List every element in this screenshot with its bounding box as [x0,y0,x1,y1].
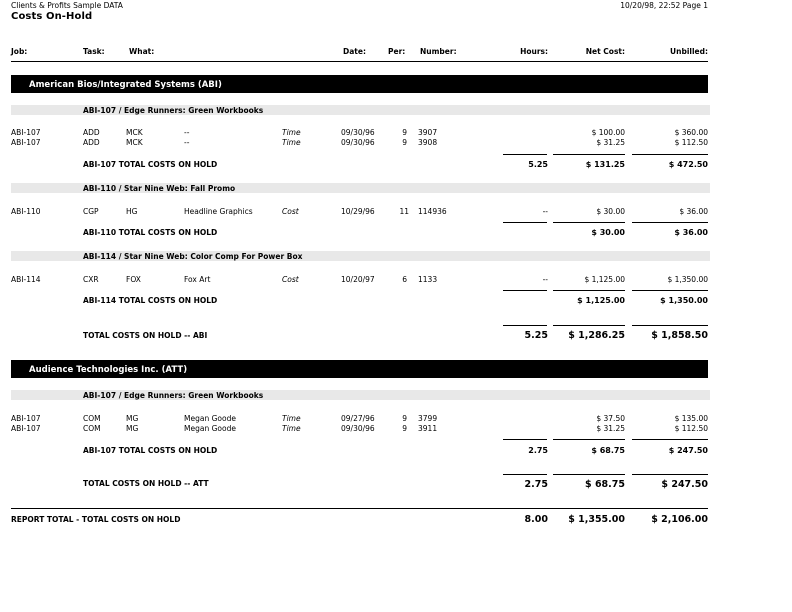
row-what: Headline Graphics [184,207,253,216]
row-unbilled: $ 112.50 [674,138,708,147]
job-total-unbilled: $ 1,350.00 [660,296,708,305]
client-total-net: $ 1,286.25 [568,330,625,341]
row-date: 09/30/96 [341,424,375,433]
client-total-rule [632,474,708,475]
report-total-label: REPORT TOTAL - TOTAL COSTS ON HOLD [11,515,181,524]
row-what: -- [184,128,190,137]
subtotal-rule [553,222,625,223]
row-date: 09/27/96 [341,414,375,423]
client-bar-abi [11,75,708,93]
row-who: HG [126,207,138,216]
job-total-net: $ 131.25 [585,160,625,169]
row-job: ABI-110 [11,207,41,216]
row-who: MCK [126,138,143,147]
report-total-unbilled: $ 2,106.00 [651,514,708,525]
row-unbilled: $ 36.00 [679,207,708,216]
row-type: Cost [282,207,299,216]
job-header-abi-110 [11,183,710,193]
row-net-cost: $ 30.00 [596,207,625,216]
row-job: ABI-107 [11,128,41,137]
client-total-label: TOTAL COSTS ON HOLD -- ATT [83,479,209,488]
row-type: Time [282,138,301,147]
row-unbilled: $ 135.00 [674,414,708,423]
row-per: 9 [402,138,407,147]
col-date: Date: [343,47,366,56]
job-total-label: ABI-107 TOTAL COSTS ON HOLD [83,160,218,169]
client-total-net: $ 68.75 [585,479,625,490]
row-net-cost: $ 1,125.00 [584,275,625,284]
row-task: CXR [83,275,99,284]
row-per: 9 [402,424,407,433]
client-total-hours: 2.75 [524,479,548,490]
row-type: Time [282,128,301,137]
report-datetime-page: 10/20/98, 22:52 Page 1 [620,1,708,10]
col-number: Number: [420,47,457,56]
subtotal-rule [553,290,625,291]
row-date: 09/30/96 [341,138,375,147]
row-who: MCK [126,128,143,137]
subtotal-rule [503,439,547,440]
job-header-label: ABI-107 / Edge Runners: Green Workbooks [83,391,264,400]
subtotal-rule [632,439,708,440]
company-name: Clients & Profits Sample DATA [11,1,123,10]
row-date: 10/20/97 [341,275,375,284]
row-date: 10/29/96 [341,207,375,216]
row-job: ABI-107 [11,414,41,423]
client-total-label: TOTAL COSTS ON HOLD -- ABI [83,331,208,340]
job-header-label: ABI-110 / Star Nine Web: Fall Promo [83,184,236,193]
row-what: Megan Goode [184,424,236,433]
row-number: 3907 [418,128,438,137]
job-total-label: ABI-107 TOTAL COSTS ON HOLD [83,446,218,455]
job-header-abi-107-att [11,390,710,400]
job-total-net: $ 30.00 [591,228,625,237]
col-net-cost: Net Cost: [585,47,625,56]
job-header-label: ABI-107 / Edge Runners: Green Workbooks [83,106,264,115]
row-who: MG [126,414,139,423]
col-per: Per: [388,47,406,56]
client-total-unbilled: $ 1,858.50 [651,330,708,341]
client-bar-att [11,360,708,378]
job-total-label: ABI-110 TOTAL COSTS ON HOLD [83,228,218,237]
subtotal-rule [553,439,625,440]
client-total-rule [632,325,708,326]
client-total-rule [553,325,625,326]
row-what: -- [184,138,190,147]
client-total-rule [503,325,547,326]
job-header-abi-107 [11,105,710,115]
row-number: 3908 [418,138,438,147]
row-hours: -- [542,207,548,216]
row-job: ABI-114 [11,275,41,284]
row-unbilled: $ 1,350.00 [667,275,708,284]
row-unbilled: $ 360.00 [674,128,708,137]
row-unbilled: $ 112.50 [674,424,708,433]
col-unbilled: Unbilled: [670,47,708,56]
row-per: 9 [402,128,407,137]
job-total-label: ABI-114 TOTAL COSTS ON HOLD [83,296,218,305]
col-what: What: [129,47,155,56]
client-name: Audience Technologies Inc. (ATT) [29,365,188,375]
client-total-hours: 5.25 [524,330,548,341]
row-type: Time [282,424,301,433]
row-type: Cost [282,275,299,284]
client-total-rule [503,474,547,475]
subtotal-rule [503,222,547,223]
job-total-net: $ 68.75 [591,446,625,455]
row-task: COM [83,414,101,423]
row-date: 09/30/96 [341,128,375,137]
report-total-rule [11,508,708,509]
row-number: 114936 [418,207,447,216]
job-total-unbilled: $ 36.00 [674,228,708,237]
row-number: 3799 [418,414,438,423]
subtotal-rule [503,290,547,291]
row-net-cost: $ 31.25 [596,424,625,433]
row-net-cost: $ 100.00 [591,128,625,137]
row-number: 3911 [418,424,438,433]
job-total-net: $ 1,125.00 [577,296,625,305]
job-total-hours: 2.75 [528,446,548,455]
report-title: Costs On-Hold [11,11,93,22]
col-task: Task: [83,47,105,56]
row-number: 1133 [418,275,438,284]
row-task: CGP [83,207,99,216]
subtotal-rule [503,154,547,155]
row-task: ADD [83,128,100,137]
subtotal-rule [632,154,708,155]
row-what: Fox Art [184,275,211,284]
row-hours: -- [542,275,548,284]
row-per: 11 [399,207,409,216]
job-header-abi-114 [11,251,710,261]
row-what: Megan Goode [184,414,236,423]
header-divider [11,61,708,62]
report-total-net: $ 1,355.00 [568,514,625,525]
col-hours: Hours: [520,47,548,56]
subtotal-rule [632,222,708,223]
client-total-unbilled: $ 247.50 [661,479,708,490]
job-total-unbilled: $ 247.50 [668,446,708,455]
col-job: Job: [11,47,28,56]
row-job: ABI-107 [11,138,41,147]
client-name: American Bios/Integrated Systems (ABI) [29,80,222,90]
row-task: ADD [83,138,100,147]
row-task: COM [83,424,101,433]
row-net-cost: $ 37.50 [596,414,625,423]
subtotal-rule [632,290,708,291]
job-total-unbilled: $ 472.50 [668,160,708,169]
row-who: MG [126,424,139,433]
row-per: 9 [402,414,407,423]
job-total-hours: 5.25 [528,160,548,169]
row-type: Time [282,414,301,423]
report-total-hours: 8.00 [524,514,548,525]
client-total-rule [553,474,625,475]
row-job: ABI-107 [11,424,41,433]
row-per: 6 [402,275,407,284]
job-header-label: ABI-114 / Star Nine Web: Color Comp For Power Box [83,252,303,261]
row-who: FOX [126,275,141,284]
subtotal-rule [553,154,625,155]
row-net-cost: $ 31.25 [596,138,625,147]
